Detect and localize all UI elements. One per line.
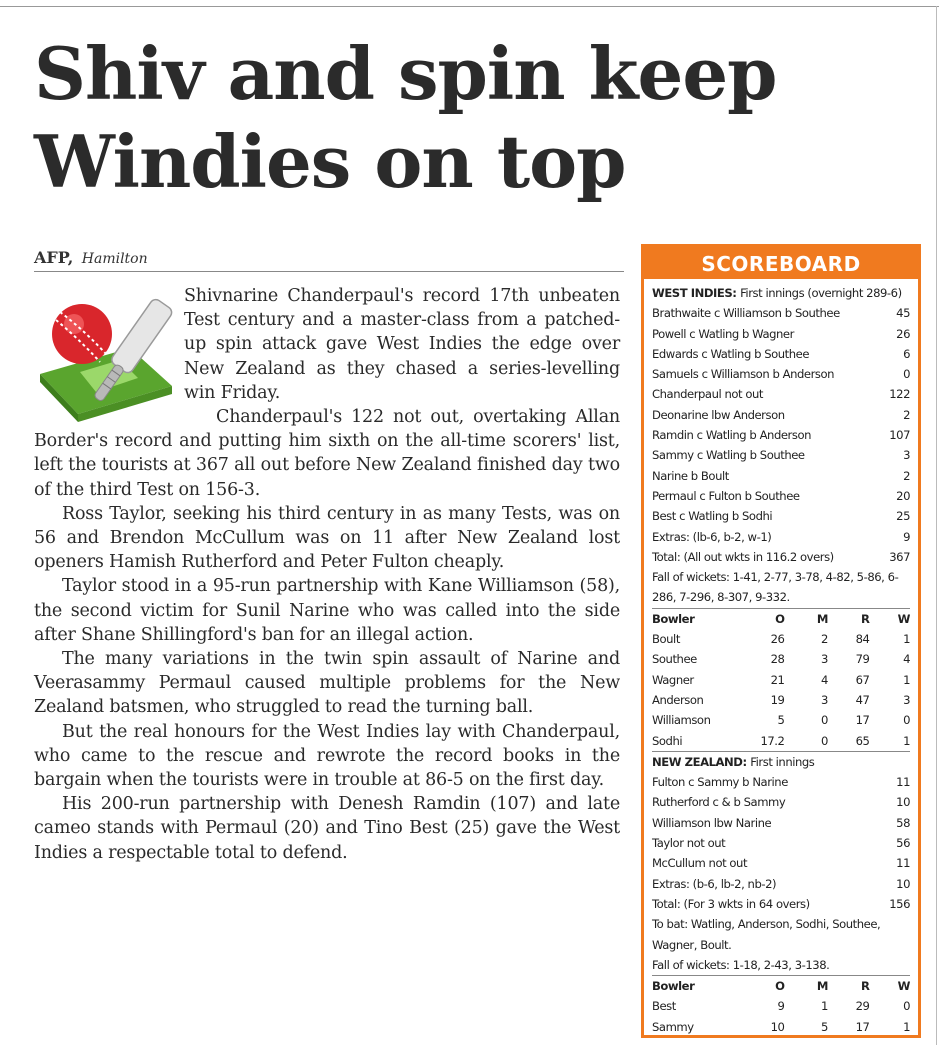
bowling-row (652, 670, 910, 690)
wi-bowling-table (652, 609, 910, 751)
bowler-name: Williamson (652, 713, 711, 728)
bowler-name: Southee (652, 652, 697, 667)
batting-row (652, 506, 910, 526)
paragraph-4: Taylor stood in a 95-run partnership with Kane Williamson (58), the second victim for Sunil Narine who was called into the side after Shane Shillingford's ban for an illegal action. (34, 576, 620, 645)
extras-row (652, 527, 910, 547)
paragraph-2: Chanderpaul's 122 not out, overtaking Allan Border's record and putting him sixth on the all-time scorers' list, left the tourists at 367 all out before New Zealand finished day two of the third Test on 156-3. (34, 407, 620, 500)
paragraph-5: The many variations in the twin spin assault of Narine and Veerasammy Permaul caused multiple problems for the New Zealand batsmen, who struggled to read the turning ball. (34, 649, 620, 718)
bowler-overs: 19 (770, 692, 785, 707)
batter-runs: 3 (903, 448, 910, 463)
bowler-wickets: 3 (903, 692, 911, 707)
bowler-runs: 79 (855, 652, 870, 667)
bowler-maidens: 3 (821, 692, 828, 707)
bowler-name: Wagner (652, 672, 694, 687)
wi-team: WEST INDIES: (652, 286, 737, 300)
bowling-row (652, 690, 910, 710)
batting-row (652, 344, 910, 364)
bowler-overs: 21 (770, 672, 785, 687)
batting-row (652, 466, 910, 486)
bowler-maidens: 1 (821, 999, 828, 1014)
batter-name: Williamson lbw Narine (652, 815, 772, 830)
nz-fow-text: Fall of wickets: 1-18, 2-43, 3-138. (652, 957, 830, 972)
paragraph-1: Shivnarine Chanderpaul's record 17th unbeaten Test century and a master-class from a patched-up spin attack gave West Indies the edge over New Zealand as they chased a series-levelling win Friday. (184, 286, 620, 403)
batter-name: Permaul c Fulton b Southee (652, 488, 800, 503)
bowler-runs: 29 (855, 999, 870, 1014)
bowler-wickets: 1 (903, 632, 911, 647)
nz-bowling-table (652, 976, 910, 1037)
batter-name: Samuels c Williamson b Anderson (652, 367, 835, 382)
nz-team: NEW ZEALAND: (652, 754, 747, 769)
batter-name: Narine b Boult (652, 468, 729, 483)
col-wickets: W (897, 979, 911, 994)
col-maidens: M (816, 979, 828, 994)
batting-row (652, 853, 910, 873)
batting-row (652, 303, 910, 323)
batter-name: Edwards c Watling b Southee (652, 346, 810, 361)
batting-row (652, 324, 910, 344)
bowler-wickets: 0 (903, 713, 911, 728)
batter-name: Powell c Watling b Wagner (652, 326, 794, 341)
paragraph-3: Ross Taylor, seeking his third century in as many Tests, was on 56 and Brendon McCullum was on 11 after New Zealand lost openers Hamish Rutherford and Peter Fulton cheaply. (34, 503, 620, 573)
batter-runs: 0 (903, 367, 910, 382)
col-runs: R (861, 611, 870, 626)
total-row (652, 547, 910, 567)
byline (34, 248, 624, 272)
col-bowler: Bowler (652, 611, 695, 626)
bowling-header (652, 609, 910, 629)
bowler-runs: 17 (855, 1019, 870, 1034)
batter-runs: 11 (896, 775, 910, 790)
batter-name: Deonarine lbw Anderson (652, 407, 785, 422)
nz-batting (652, 772, 910, 914)
bowling-row (652, 731, 910, 751)
total-runs: 367 (889, 549, 910, 564)
batter-name: Rutherford c & b Sammy (652, 795, 786, 810)
bowling-row (652, 710, 910, 730)
bowler-wickets: 1 (903, 733, 911, 748)
article-body (34, 284, 620, 865)
wi-fall-of-wickets: Fall of wickets: 1-41, 2-77, 3-78, 4-82, 5-86, 6-286, 7-296, 8-307, 9-332. (652, 570, 899, 605)
bowler-overs: 9 (777, 999, 785, 1014)
batting-row (652, 813, 910, 833)
bowler-maidens: 0 (821, 713, 828, 728)
wi-innings: First innings (overnight 289-6) (740, 286, 902, 300)
bowler-wickets: 0 (903, 999, 911, 1014)
bowler-wickets: 1 (903, 672, 911, 687)
bowler-overs: 5 (777, 713, 785, 728)
batter-runs: 56 (896, 836, 910, 851)
batter-runs: 25 (896, 509, 910, 524)
col-wickets: W (897, 611, 911, 626)
bowler-runs: 17 (855, 713, 870, 728)
bowler-name: Best (652, 999, 676, 1014)
bowler-maidens: 0 (821, 733, 828, 748)
batting-row (652, 364, 910, 384)
batter-runs: 2 (903, 407, 910, 422)
headline (34, 30, 914, 206)
batter-name: Chanderpaul not out (652, 387, 763, 402)
batter-runs: 58 (896, 815, 910, 830)
bowler-overs: 10 (770, 1019, 785, 1034)
nz-innings-heading (652, 752, 910, 772)
paragraph-6: But the real honours for the West Indies lay with Chanderpaul, who came to the rescue and rewrote the record books in the bargain when the tourists were in trouble at 86-5 on the first day. (34, 721, 620, 791)
bowler-runs: 47 (855, 692, 870, 707)
bowler-overs: 26 (770, 632, 785, 647)
col-overs: O (775, 611, 785, 626)
bowler-name: Sodhi (652, 733, 683, 748)
batter-runs: 20 (896, 488, 910, 503)
scoreboard-body (644, 279, 918, 1037)
extras-label: Extras: (b-6, lb-2, nb-2) (652, 876, 777, 891)
nz-innings: First innings (750, 754, 815, 769)
batter-runs: 2 (903, 468, 910, 483)
col-overs: O (775, 979, 785, 994)
top-rule (0, 6, 939, 7)
batter-runs: 10 (896, 795, 910, 810)
batter-name: Best c Watling b Sodhi (652, 509, 773, 524)
batting-row (652, 486, 910, 506)
extras-runs: 9 (903, 529, 910, 544)
extras-row (652, 874, 910, 894)
bowler-runs: 67 (855, 672, 870, 687)
batting-row (652, 772, 910, 792)
bowling-row (652, 1017, 910, 1037)
extras-runs: 10 (896, 876, 910, 891)
batter-name: Brathwaite c Williamson b Southee (652, 306, 840, 321)
total-runs: 156 (889, 896, 910, 911)
batter-runs: 26 (896, 326, 910, 341)
batter-runs: 45 (896, 306, 910, 321)
batter-name: Taylor not out (652, 836, 726, 851)
batter-name: McCullum not out (652, 856, 748, 871)
wi-batting (652, 303, 910, 567)
col-bowler: Bowler (652, 979, 695, 994)
batting-row (652, 833, 910, 853)
total-row (652, 894, 910, 914)
bowler-name: Anderson (652, 692, 704, 707)
extras-label: Extras: (lb-6, b-2, w-1) (652, 529, 772, 544)
batting-row (652, 792, 910, 812)
bowler-overs: 17.2 (760, 733, 785, 748)
batter-runs: 6 (903, 346, 910, 361)
bowler-wickets: 4 (903, 652, 911, 667)
bowler-maidens: 4 (821, 672, 828, 687)
batter-runs: 122 (889, 387, 910, 402)
bowling-header (652, 976, 910, 996)
batter-runs: 107 (889, 428, 910, 443)
headline-line-1: Shiv and spin keep (34, 31, 777, 116)
bowler-name: Sammy (652, 1019, 694, 1034)
bowler-wickets: 1 (903, 1019, 911, 1034)
bowler-maidens: 2 (821, 632, 828, 647)
byline-location: Hamilton (81, 251, 148, 267)
nz-to-bat: To bat: Watling, Anderson, Sodhi, Southee, Wagner, Boult. (652, 917, 881, 952)
wi-innings-heading (652, 283, 910, 303)
bowler-maidens: 3 (821, 652, 828, 667)
nz-fall-of-wickets (652, 955, 910, 975)
batting-row (652, 384, 910, 404)
bowler-runs: 65 (855, 733, 870, 748)
bowling-row (652, 996, 910, 1016)
bowler-name: Boult (652, 632, 680, 647)
scoreboard-title: SCOREBOARD (644, 247, 918, 279)
scoreboard (641, 244, 921, 1038)
batting-row (652, 445, 910, 465)
paragraph-7: His 200-run partnership with Denesh Ramdin (107) and late cameo stands with Permaul (20) and Tino Best (25) gave the West Indies a respectable total to defend. (34, 794, 620, 863)
batting-row (652, 405, 910, 425)
total-label: Total: (For 3 wkts in 64 overs) (652, 896, 810, 911)
headline-line-2: Windies on top (34, 119, 626, 204)
bowling-row (652, 629, 910, 649)
bowler-overs: 28 (770, 652, 785, 667)
byline-agency: AFP, (34, 248, 74, 267)
col-runs: R (861, 979, 870, 994)
col-maidens: M (816, 611, 828, 626)
bowler-runs: 84 (855, 632, 870, 647)
bowler-maidens: 5 (821, 1019, 828, 1034)
batter-name: Fulton c Sammy b Narine (652, 775, 788, 790)
batter-runs: 11 (896, 856, 910, 871)
right-rule (936, 6, 937, 1045)
total-label: Total: (All out wkts in 116.2 overs) (652, 549, 834, 564)
bowling-row (652, 649, 910, 669)
batting-row (652, 425, 910, 445)
icon-float-space (34, 284, 184, 426)
batter-name: Sammy c Watling b Southee (652, 448, 805, 463)
batter-name: Ramdin c Watling b Anderson (652, 428, 811, 443)
